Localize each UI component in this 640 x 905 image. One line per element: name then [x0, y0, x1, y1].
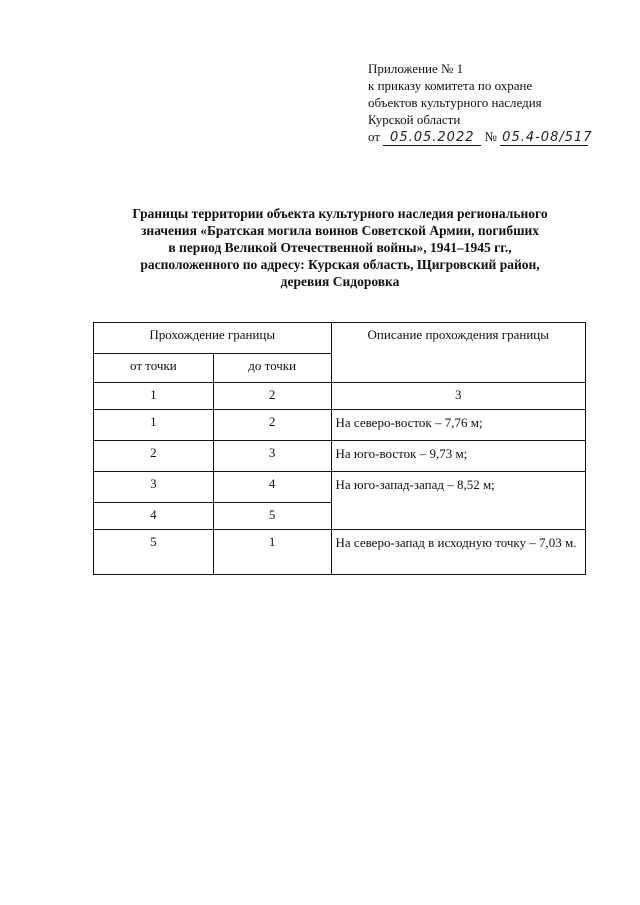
- title-line-4: расположенного по адресу: Курская область, Щигровский район,: [140, 257, 540, 272]
- row-from: 4: [94, 503, 214, 530]
- boundary-table: [93, 322, 586, 575]
- header-boundary-passage: Прохождение границы: [94, 323, 332, 354]
- title-line-2: значения «Братская могила воинов Советской Армии, погибших: [141, 223, 539, 238]
- row-from: 5: [94, 530, 214, 575]
- appendix-block: [368, 60, 630, 146]
- order-number: 05.4-08/517: [502, 130, 593, 145]
- row-to: 3: [213, 441, 331, 472]
- number-sign: №: [484, 129, 497, 144]
- title-line-3: в период Великой Отечественной войны», 1941–1945 гг.,: [168, 240, 512, 255]
- row-from: 2: [94, 441, 214, 472]
- row-description: На северо-запад в исходную точку – 7,03 м.: [331, 530, 585, 575]
- appendix-line-3: объектов культурного наследия: [368, 95, 542, 110]
- table-row: [94, 530, 586, 575]
- table-row: [94, 441, 586, 472]
- appendix-date-line: [368, 128, 630, 146]
- header-boundary-description: Описание прохождения границы: [331, 323, 585, 383]
- col-number-3: 3: [331, 383, 585, 410]
- row-to: 2: [213, 410, 331, 441]
- document-title: [90, 205, 590, 290]
- table-row: [94, 410, 586, 441]
- title-line-1: Границы территории объекта культурного наследия регионального: [132, 206, 548, 221]
- appendix-line-2: к приказу комитета по охране: [368, 78, 533, 93]
- table-row: [94, 472, 586, 503]
- date-prefix: от: [368, 129, 381, 144]
- order-date: 05.05.2022: [383, 130, 481, 146]
- row-to: 5: [213, 503, 331, 530]
- row-description: На юго-восток – 9,73 м;: [331, 441, 585, 472]
- table-header-row: [94, 323, 586, 354]
- header-from-point: от точки: [94, 354, 214, 383]
- row-to: 4: [213, 472, 331, 503]
- row-from: 1: [94, 410, 214, 441]
- title-line-5: деревия Сидоровка: [280, 274, 400, 289]
- row-from: 3: [94, 472, 214, 503]
- col-number-2: 2: [213, 383, 331, 410]
- col-number-1: 1: [94, 383, 214, 410]
- row-description: На юго-запад-запад – 8,52 м;: [331, 472, 585, 530]
- table-number-row: [94, 383, 586, 410]
- appendix-line-1: Приложение № 1: [368, 61, 464, 76]
- row-to: 1: [213, 530, 331, 575]
- appendix-line-4: Курской области: [368, 112, 461, 127]
- header-to-point: до точки: [213, 354, 331, 383]
- row-description: На северо-восток – 7,76 м;: [331, 410, 585, 441]
